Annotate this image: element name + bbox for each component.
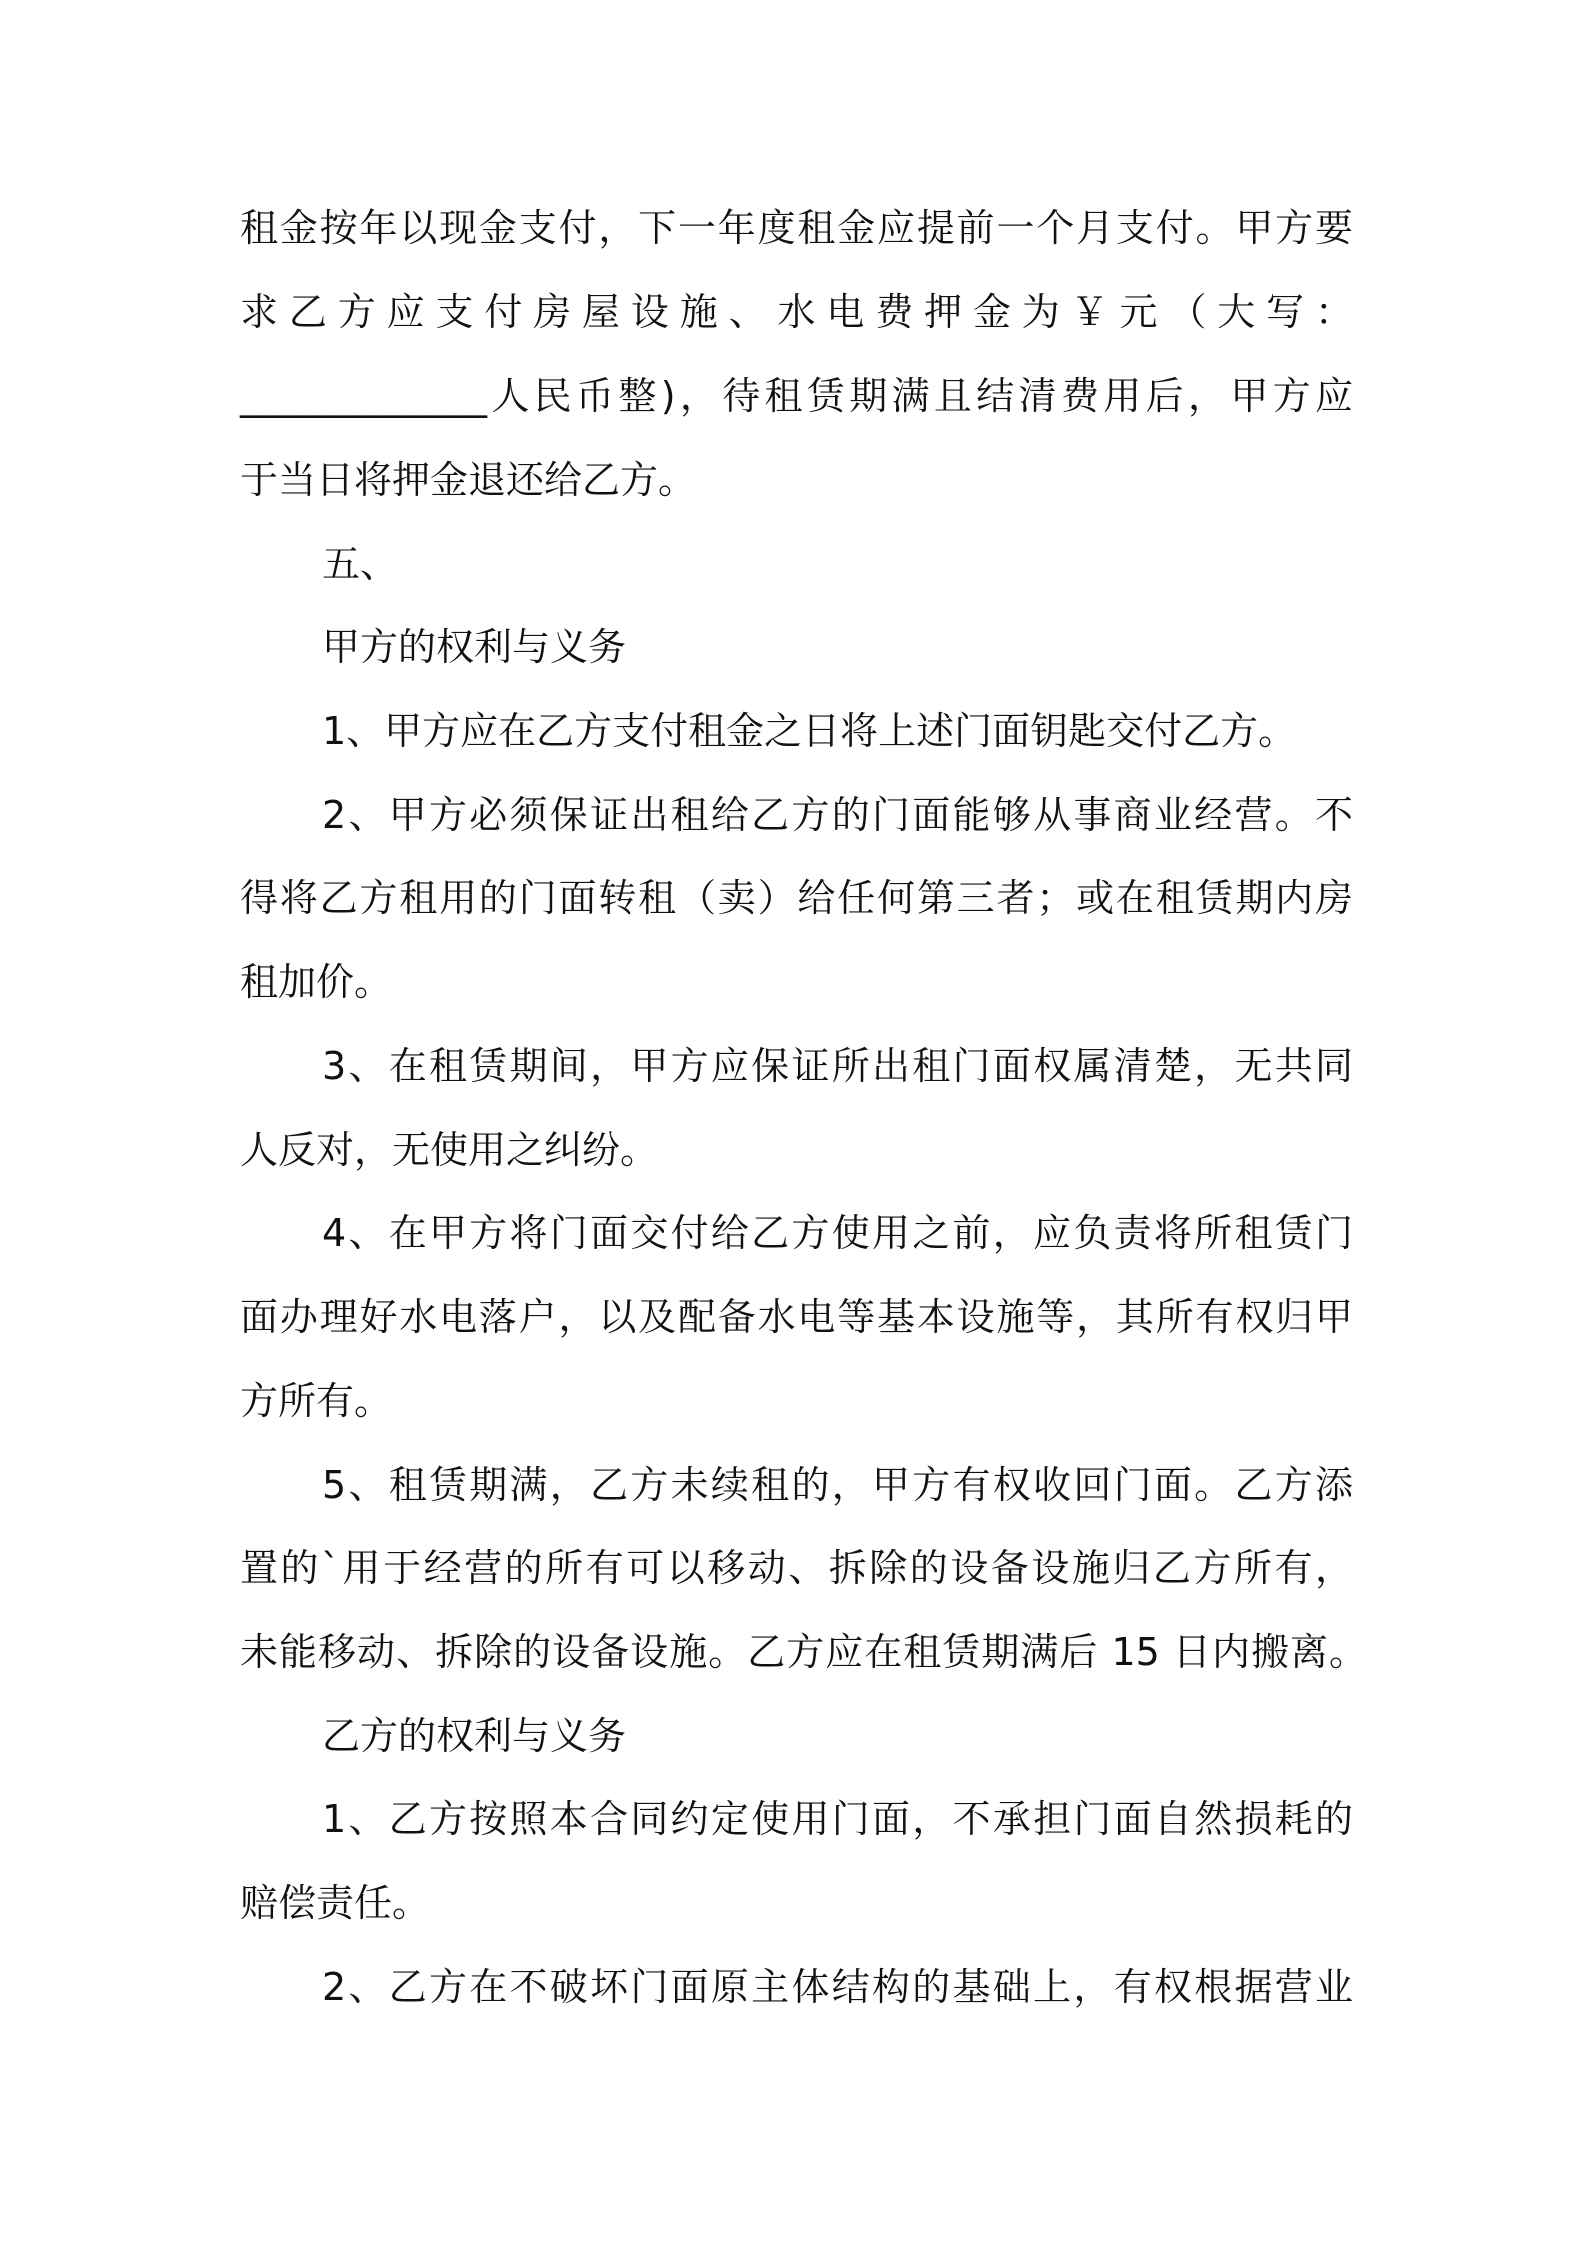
paragraph-line: 求乙方应支付房屋设施、水电费押金为￥元（大写： (240, 290, 1353, 334)
paragraph-line: 人反对，无使用之纠纷。 (240, 1128, 659, 1172)
paragraph-line: 于当日将押金退还给乙方。 (240, 458, 697, 502)
paragraph-line: 租金按年以现金支付，下一年度租金应提前一个月支付。甲方要 (240, 206, 1353, 250)
section-heading: 乙方的权利与义务 (322, 1714, 627, 1758)
paragraph-line: 租加价。 (240, 960, 393, 1004)
paragraph-line: 未能移动、拆除的设备设施。乙方应在租赁期满后 15 日内搬离。 (240, 1630, 1367, 1674)
list-item: 1、乙方按照本合同约定使用门面，不承担门面自然损耗的 (322, 1797, 1353, 1841)
paragraph-line: 得将乙方租用的门面转租（卖）给任何第三者；或在租赁期内房 (240, 876, 1353, 920)
list-item: 2、乙方在不破坏门面原主体结构的基础上，有权根据营业 (322, 1965, 1353, 2009)
paragraph-line: 面办理好水电落户，以及配备水电等基本设施等，其所有权归甲 (240, 1295, 1353, 1339)
list-item: 5、租赁期满，乙方未续租的，甲方有权收回门面。乙方添 (322, 1463, 1353, 1507)
list-item: 2、甲方必须保证出租给乙方的门面能够从事商业经营。不 (322, 793, 1353, 837)
paragraph-line: 置的`用于经营的所有可以移动、拆除的设备设施归乙方所有， (240, 1546, 1353, 1590)
paragraph-line: _____________人民币整)，待租赁期满且结清费用后，甲方应 (240, 374, 1353, 418)
section-heading: 甲方的权利与义务 (322, 625, 627, 669)
section-number: 五、 (322, 542, 399, 586)
paragraph-line: 赔偿责任。 (240, 1881, 431, 1925)
list-item: 1、甲方应在乙方支付租金之日将上述门面钥匙交付乙方。 (322, 709, 1297, 753)
list-item: 4、在甲方将门面交付给乙方使用之前，应负责将所租赁门 (322, 1211, 1353, 1255)
list-item: 3、在租赁期间，甲方应保证所出租门面权属清楚，无共同 (322, 1044, 1353, 1088)
paragraph-line: 方所有。 (240, 1379, 393, 1423)
